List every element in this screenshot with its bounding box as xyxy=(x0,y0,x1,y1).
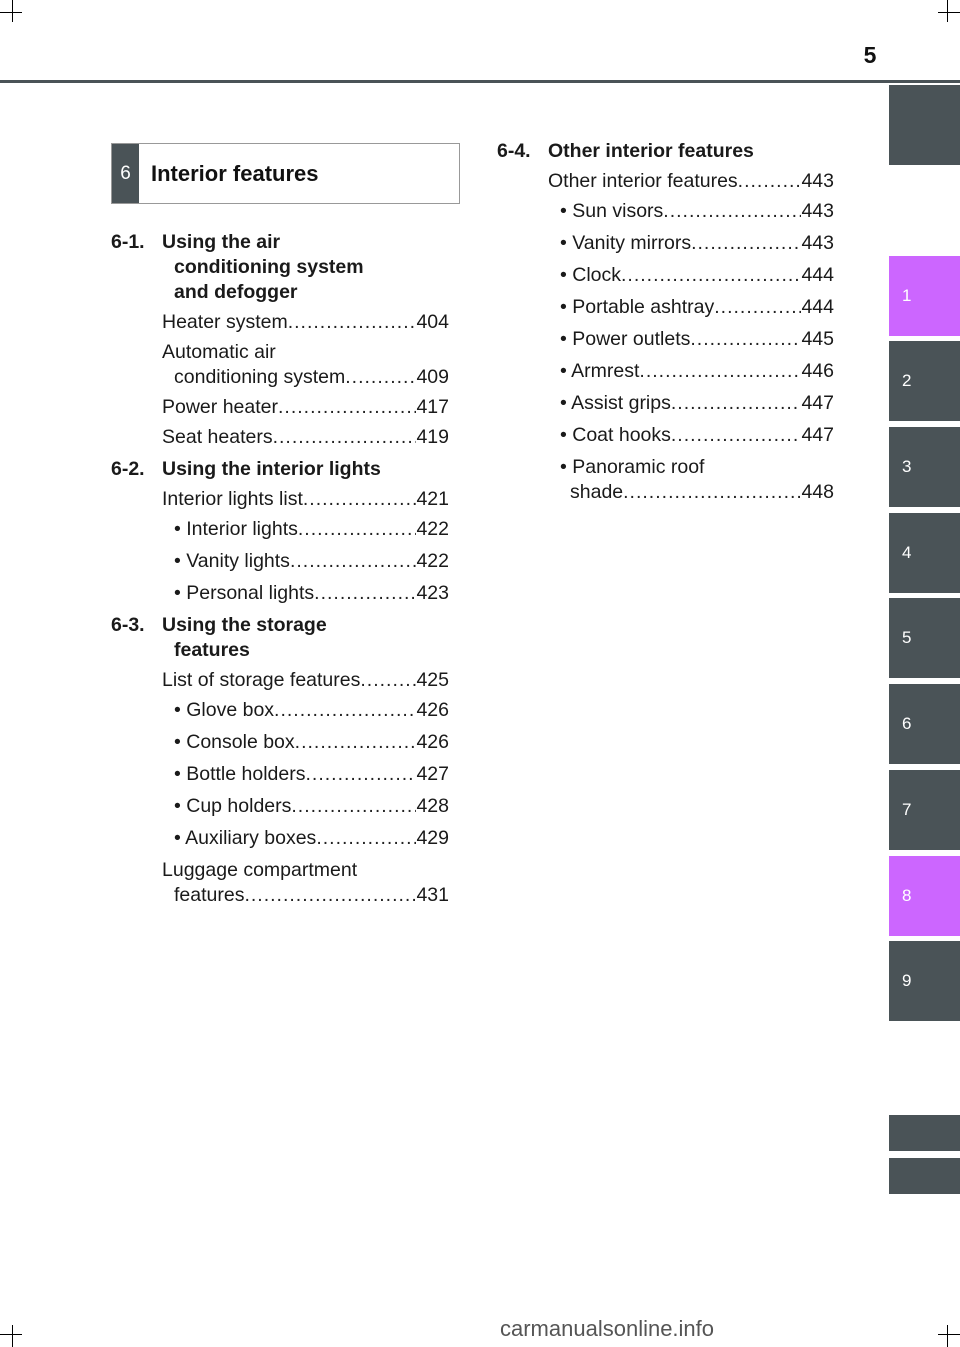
toc-subentry-armrest[interactable] xyxy=(560,359,834,384)
entry-page: 409 xyxy=(416,366,449,388)
crop-mark xyxy=(947,1325,948,1347)
entry-title: • Console box xyxy=(174,731,295,753)
section-6-1 xyxy=(111,230,449,305)
section-number: 6-1. xyxy=(111,231,145,253)
toc-entry-automatic-ac[interactable] xyxy=(162,340,449,390)
toc-entry-other-interior-features[interactable] xyxy=(548,169,834,194)
entry-title: features xyxy=(174,884,245,906)
entry-title: Seat heaters xyxy=(162,426,273,448)
entry-title: • Assist grips xyxy=(560,392,671,414)
toc-subentry-portable-ashtray[interactable] xyxy=(560,295,834,320)
page-number: 5 xyxy=(863,42,877,68)
entry-page: 431 xyxy=(416,884,449,906)
toc-subentry-power-outlets[interactable] xyxy=(560,327,834,352)
section-6-2 xyxy=(111,457,449,482)
section-title-line: Using the air xyxy=(162,231,281,253)
section-number: 6-2. xyxy=(111,458,145,480)
entry-title: • Clock xyxy=(560,264,622,286)
entry-title: conditioning system xyxy=(174,366,346,388)
toc-subentry-assist-grips[interactable] xyxy=(560,391,834,416)
crop-mark xyxy=(947,0,948,22)
toc-entry-storage-list[interactable] xyxy=(162,668,449,693)
entry-page: 446 xyxy=(801,360,834,382)
crop-mark xyxy=(0,12,22,13)
entry-title: • Vanity mirrors xyxy=(560,232,692,254)
entry-title: • Armrest xyxy=(560,360,640,382)
entry-page: 422 xyxy=(416,550,449,572)
entry-title-line: Automatic air xyxy=(162,341,276,363)
entry-page: 428 xyxy=(416,795,449,817)
chapter-title: Interior features xyxy=(151,160,319,186)
section-title-line: features xyxy=(174,639,250,661)
chapter-tab-3[interactable]: 3 xyxy=(889,427,960,507)
entry-page: 419 xyxy=(416,426,449,448)
chapter-tab-8[interactable]: 8 xyxy=(889,856,960,936)
toc-entry-interior-lights-list[interactable] xyxy=(162,487,449,512)
toc-entry-seat-heaters[interactable] xyxy=(162,425,449,450)
chapter-heading xyxy=(111,143,460,204)
crop-mark xyxy=(12,1325,13,1347)
section-title-line: conditioning system xyxy=(174,256,364,278)
entry-page: 427 xyxy=(416,763,449,785)
section-number: 6-4. xyxy=(497,140,531,162)
section-title-line: Using the interior lights xyxy=(162,458,381,480)
entry-page: 422 xyxy=(416,518,449,540)
entry-title-line: • Panoramic roof xyxy=(560,456,705,478)
entry-page: 421 xyxy=(416,488,449,510)
crop-mark xyxy=(0,1334,22,1335)
entry-title: • Interior lights xyxy=(174,518,298,540)
toc-entry-luggage-compartment[interactable] xyxy=(162,858,449,908)
entry-page: 423 xyxy=(416,582,449,604)
entry-page: 443 xyxy=(801,170,834,192)
toc-column-left xyxy=(111,230,449,913)
toc-subentry-glove-box[interactable] xyxy=(174,698,449,723)
index-tab-upper[interactable] xyxy=(889,1115,960,1151)
entry-page: 417 xyxy=(416,396,449,418)
toc-subentry-interior-lights[interactable] xyxy=(174,517,449,542)
toc-subentry-personal-lights[interactable] xyxy=(174,581,449,606)
section-title-line: Using the storage xyxy=(162,614,327,636)
entry-page: 443 xyxy=(801,232,834,254)
toc-subentry-console-box[interactable] xyxy=(174,730,449,755)
entry-title: • Bottle holders xyxy=(174,763,306,785)
entry-title-line: Luggage compartment xyxy=(162,859,358,881)
chapter-tab-1[interactable]: 1 xyxy=(889,256,960,336)
entry-title: Power heater xyxy=(162,396,278,418)
crop-mark xyxy=(938,1334,960,1335)
toc-subentry-auxiliary-boxes[interactable] xyxy=(174,826,449,851)
entry-title: • Vanity lights xyxy=(174,550,290,572)
chapter-tab-5[interactable]: 5 xyxy=(889,598,960,678)
entry-page: 445 xyxy=(801,328,834,350)
entry-page: 429 xyxy=(416,827,449,849)
section-title-line: Other interior features xyxy=(548,140,754,162)
entry-page: 444 xyxy=(801,264,834,286)
entry-title: List of storage features xyxy=(162,669,361,691)
toc-subentry-clock[interactable] xyxy=(560,263,834,288)
toc-subentry-vanity-mirrors[interactable] xyxy=(560,231,834,256)
entry-page: 447 xyxy=(801,392,834,414)
entry-page: 448 xyxy=(801,481,834,503)
chapter-tab-7[interactable]: 7 xyxy=(889,770,960,850)
entry-page: 444 xyxy=(801,296,834,318)
entry-page: 426 xyxy=(416,699,449,721)
toc-entry-heater-system[interactable] xyxy=(162,310,449,335)
entry-title: • Personal lights xyxy=(174,582,315,604)
chapter-tab-4[interactable]: 4 xyxy=(889,513,960,593)
entry-title: Heater system xyxy=(162,311,288,333)
index-tab-lower[interactable] xyxy=(889,1158,960,1194)
entry-title: • Cup holders xyxy=(174,795,292,817)
toc-entry-power-heater[interactable] xyxy=(162,395,449,420)
entry-title: • Power outlets xyxy=(560,328,691,350)
entry-page: 447 xyxy=(801,424,834,446)
toc-subentry-panoramic-roof-shade[interactable] xyxy=(560,455,834,505)
chapter-tab-9[interactable]: 9 xyxy=(889,941,960,1021)
toc-subentry-cup-holders[interactable] xyxy=(174,794,449,819)
entry-title: Interior lights list xyxy=(162,488,303,510)
crop-mark xyxy=(12,0,13,22)
crop-mark xyxy=(938,12,960,13)
footer-watermark[interactable]: carmanualsonline.info xyxy=(500,1316,715,1341)
header-rule xyxy=(0,80,960,83)
chapter-tab-2[interactable]: 2 xyxy=(889,341,960,421)
entry-title: • Auxiliary boxes xyxy=(174,827,317,849)
toc-subentry-bottle-holders[interactable] xyxy=(174,762,449,787)
chapter-tab-blank[interactable] xyxy=(889,85,960,165)
entry-title: • Sun visors xyxy=(560,200,664,222)
entry-title: Other interior features xyxy=(548,170,738,192)
section-number: 6-3. xyxy=(111,614,145,636)
chapter-tab-6[interactable]: 6 xyxy=(889,684,960,764)
entry-page: 404 xyxy=(416,311,449,333)
entry-title: • Portable ashtray xyxy=(560,296,715,318)
toc-subentry-sun-visors[interactable] xyxy=(560,199,834,224)
entry-page: 443 xyxy=(801,200,834,222)
section-6-4 xyxy=(497,139,834,164)
chapter-number: 6 xyxy=(112,144,139,203)
toc-subentry-coat-hooks[interactable] xyxy=(560,423,834,448)
entry-page: 426 xyxy=(416,731,449,753)
section-title-line: and defogger xyxy=(174,281,298,303)
entry-title: shade xyxy=(570,481,624,503)
section-6-3 xyxy=(111,613,449,663)
entry-title: • Glove box xyxy=(174,699,275,721)
entry-title: • Coat hooks xyxy=(560,424,671,446)
toc-subentry-vanity-lights[interactable] xyxy=(174,549,449,574)
entry-page: 425 xyxy=(416,669,449,691)
toc-column-right xyxy=(497,139,834,512)
